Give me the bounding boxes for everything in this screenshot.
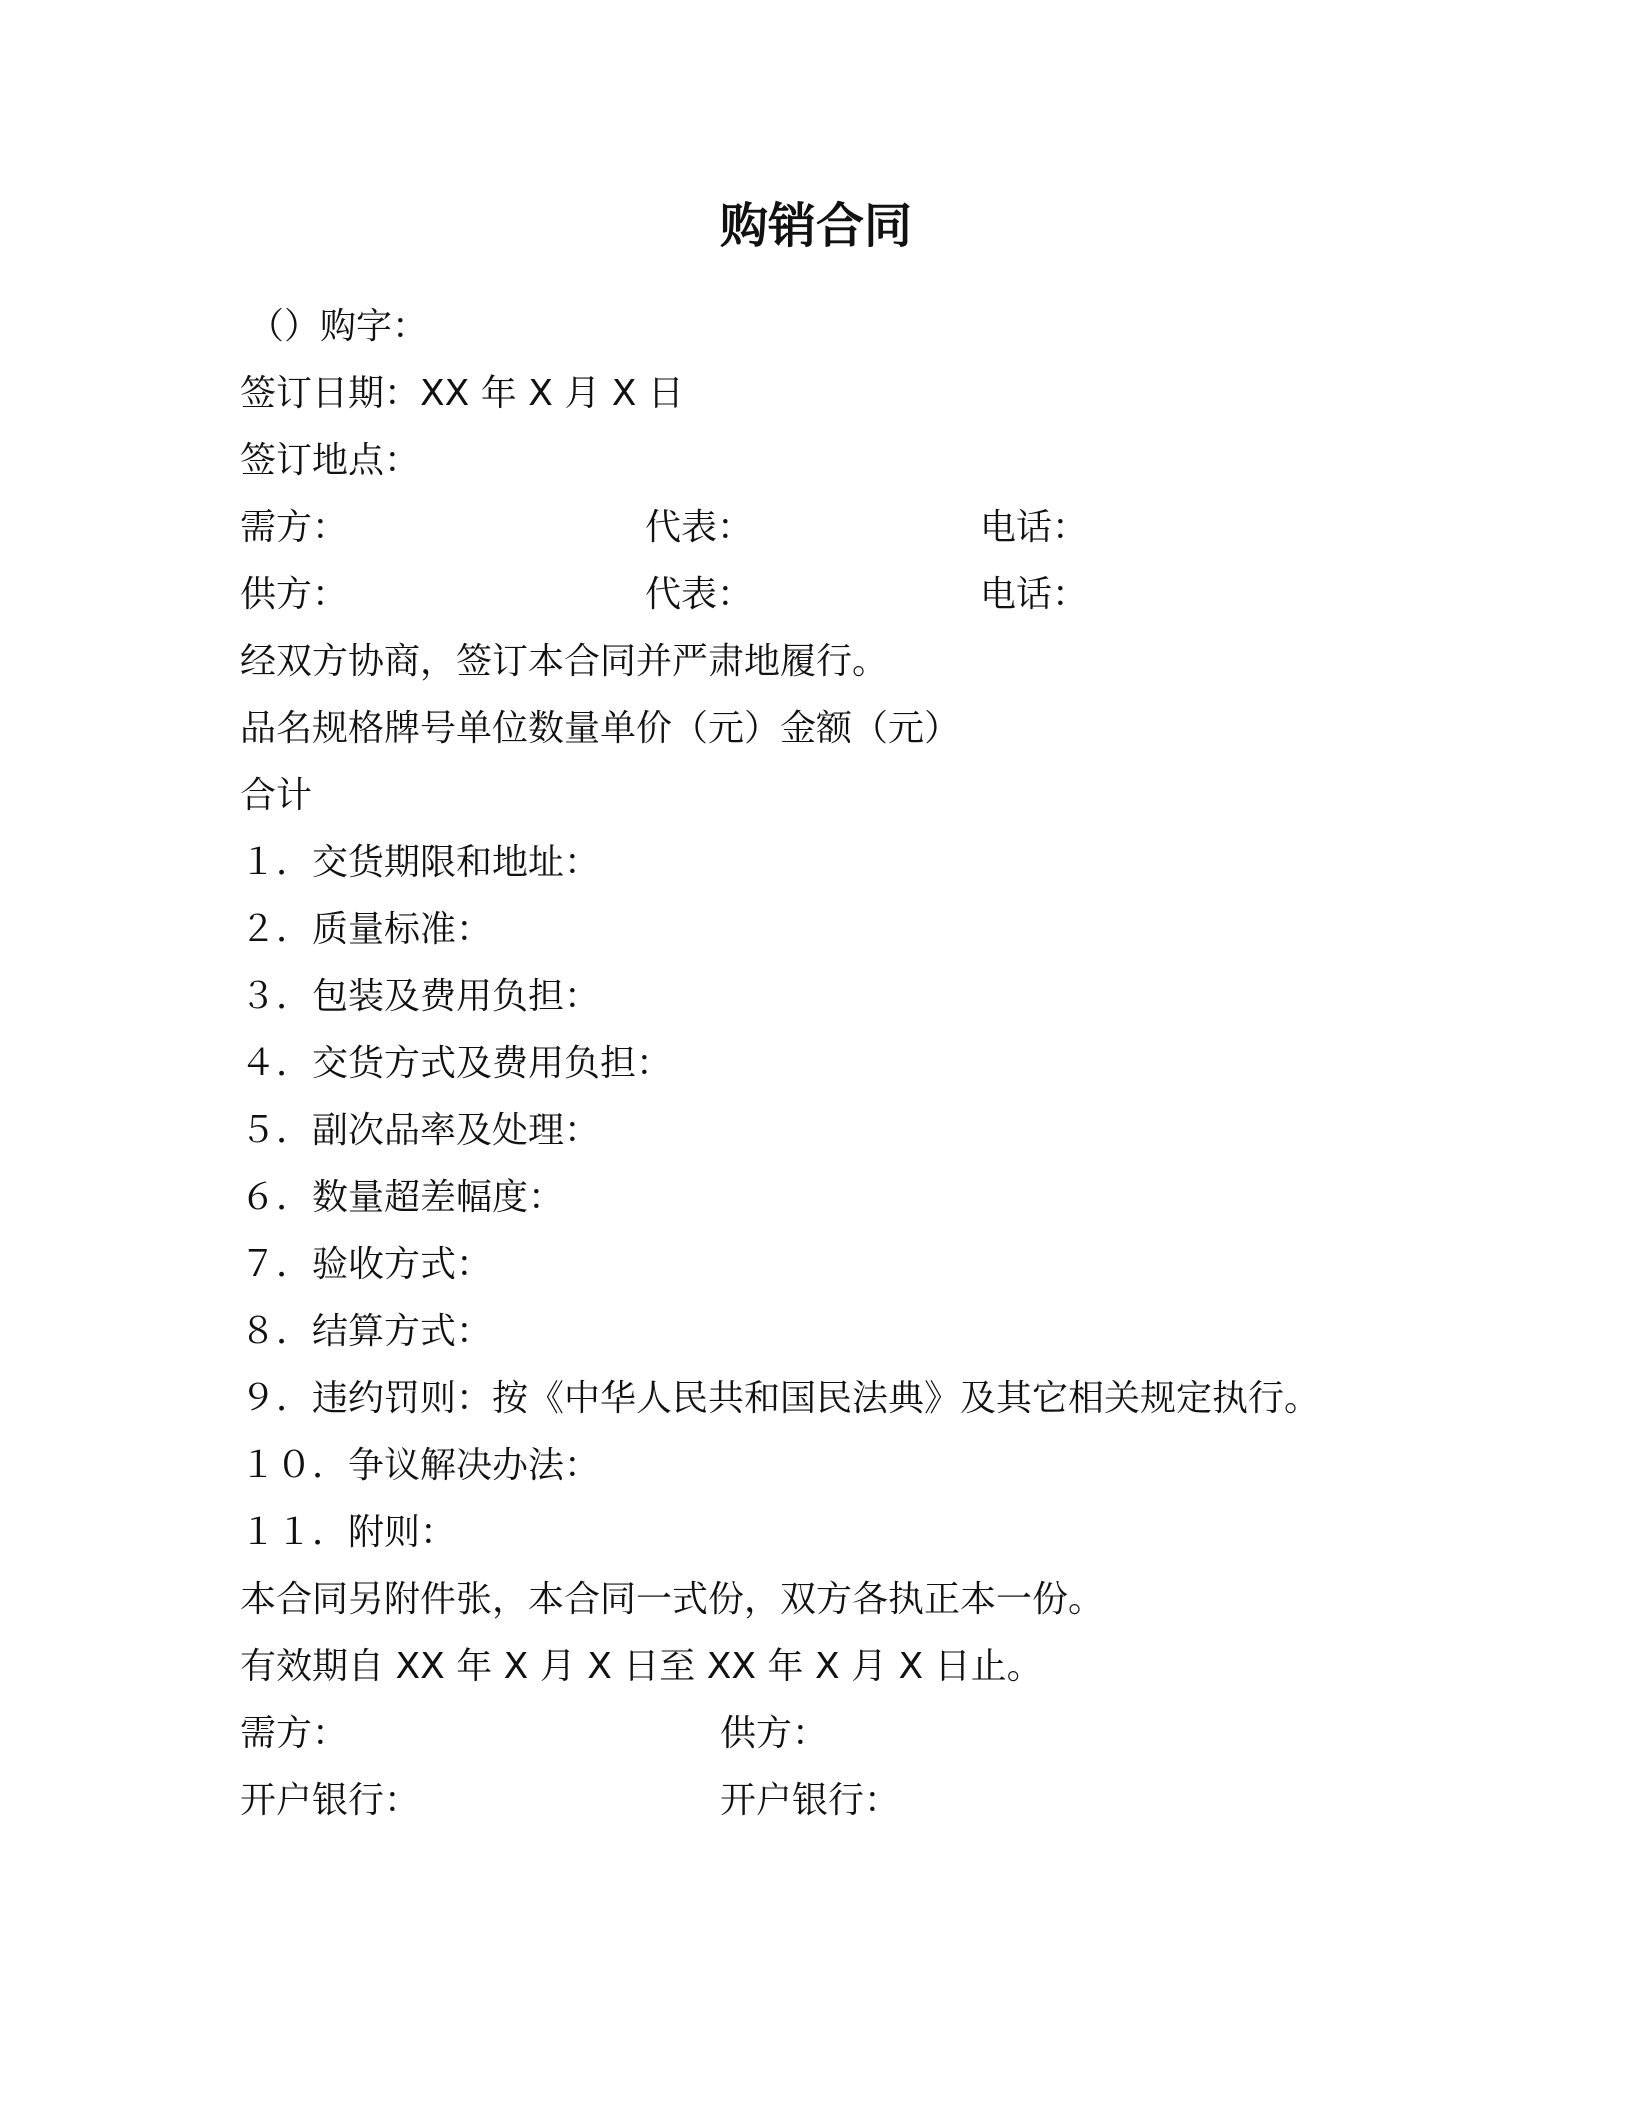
buyer-party-label: 需方： bbox=[240, 507, 349, 548]
signature-buyer-label: 需方： bbox=[240, 1713, 349, 1754]
signature-seller-label: 供方： bbox=[720, 1713, 829, 1754]
total-label: 合计 bbox=[240, 775, 313, 816]
buyer-bank-label: 开户银行： bbox=[240, 1780, 421, 1821]
clause-delivery-deadline: １．交货期限和地址： bbox=[240, 842, 601, 883]
sign-place-line: 签订地点： bbox=[240, 440, 421, 481]
clause-breach-penalty: ９．违约罚则：按《中华人民共和国民法典》及其它相关规定执行。 bbox=[240, 1378, 1321, 1419]
reference-number-line: （）购字： bbox=[248, 306, 429, 347]
buyer-phone-label: 电话： bbox=[980, 507, 1089, 548]
page-title: 购销合同 bbox=[719, 198, 912, 254]
clause-delivery-method: ４．交货方式及费用负担： bbox=[240, 1043, 673, 1084]
copies-statement: 本合同另附件张，本合同一式份，双方各执正本一份。 bbox=[240, 1579, 1105, 1620]
validity-statement: 有效期自 XX 年 X 月 X 日至 XX 年 X 月 X 日止。 bbox=[240, 1646, 1043, 1687]
clause-packaging-cost: ３．包装及费用负担： bbox=[240, 976, 601, 1017]
clause-quality-standard: ２．质量标准： bbox=[240, 909, 493, 950]
goods-table-header: 品名规格牌号单位数量单价（元）金额（元） bbox=[240, 708, 961, 749]
sign-date-line: 签订日期：XX 年 X 月 X 日 bbox=[240, 373, 684, 414]
seller-phone-label: 电话： bbox=[980, 574, 1089, 615]
seller-party-label: 供方： bbox=[240, 574, 349, 615]
clause-acceptance-method: ７．验收方式： bbox=[240, 1244, 493, 1285]
clause-settlement-method: ８．结算方式： bbox=[240, 1311, 493, 1352]
seller-representative-label: 代表： bbox=[645, 574, 754, 615]
intro-sentence: 经双方协商，签订本合同并严肃地履行。 bbox=[240, 641, 889, 682]
clause-defect-rate: ５．副次品率及处理： bbox=[240, 1110, 601, 1151]
clause-dispute-resolution: １０．争议解决办法： bbox=[240, 1445, 601, 1486]
clause-quantity-tolerance: ６．数量超差幅度： bbox=[240, 1177, 565, 1218]
seller-bank-label: 开户银行： bbox=[720, 1780, 901, 1821]
clause-supplementary: １１．附则： bbox=[240, 1512, 457, 1553]
buyer-representative-label: 代表： bbox=[645, 507, 754, 548]
